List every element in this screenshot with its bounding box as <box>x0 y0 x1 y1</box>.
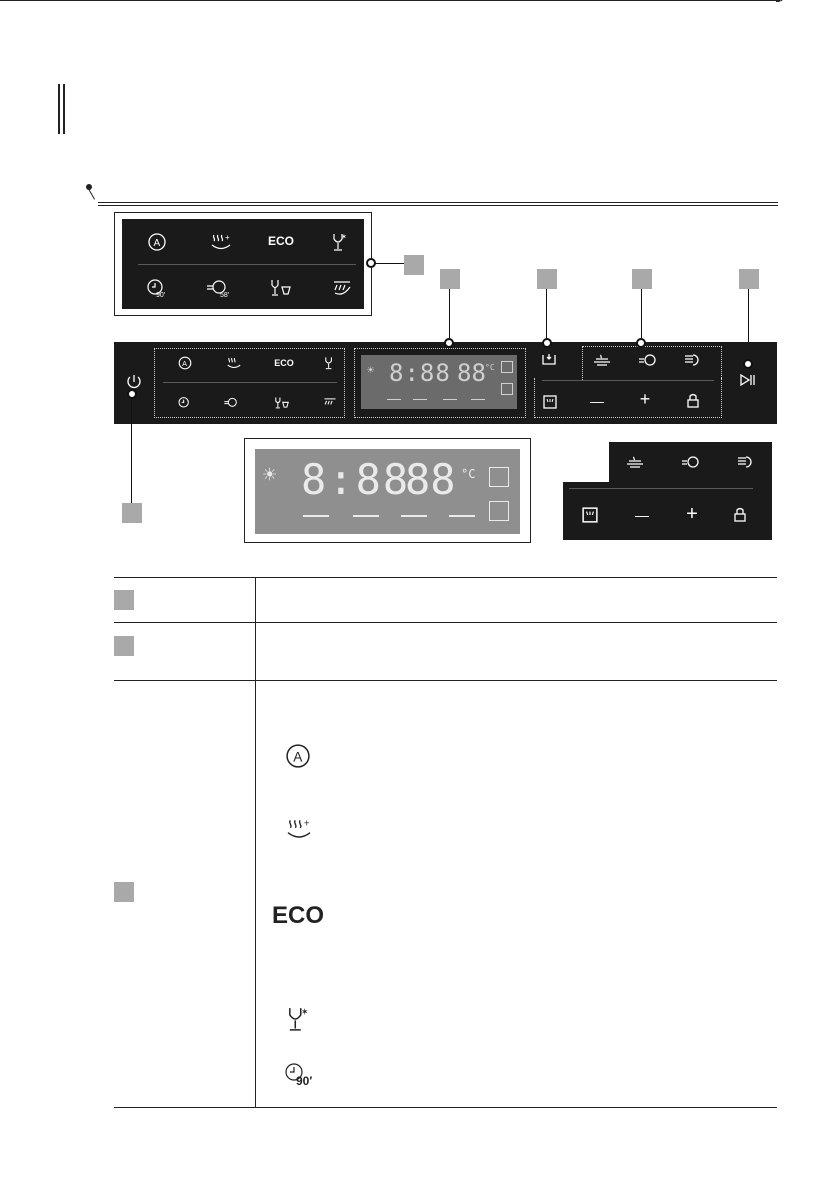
svg-text:+: + <box>225 233 230 242</box>
quick90-icon <box>144 275 170 301</box>
svg-text:+: + <box>303 818 310 830</box>
lcd-time-large: 8:88 <box>301 455 411 504</box>
steam-button[interactable] <box>223 353 245 373</box>
delay-icon <box>538 348 560 370</box>
hygiene-icon <box>733 452 757 472</box>
program-divider <box>163 382 337 383</box>
leader-2 <box>449 289 450 341</box>
display-zoom-lcd <box>255 449 520 534</box>
glass-icon <box>282 1002 314 1036</box>
callout-badge-5 <box>739 269 759 289</box>
row-badge-1 <box>114 590 134 610</box>
callout-dot-5 <box>743 359 753 369</box>
auto-button[interactable] <box>175 353 195 373</box>
minus-button[interactable]: — <box>590 393 604 409</box>
svg-text:A: A <box>182 358 187 368</box>
lcd-time: 8:88 <box>389 359 451 387</box>
table-column-divider <box>255 577 256 1107</box>
lcd-value-large: 88 <box>405 455 456 504</box>
sun-icon-large: ☀ <box>263 463 277 488</box>
row-badge-2 <box>114 636 134 656</box>
display-group <box>354 348 526 418</box>
top-rule <box>0 0 780 1</box>
lcd-segment <box>471 399 485 400</box>
auto-icon <box>282 740 314 772</box>
child-lock-button[interactable] <box>682 390 704 412</box>
rinse-indicator-large <box>489 501 509 521</box>
leader-4 <box>641 289 642 341</box>
lcd-segment-large <box>303 515 329 517</box>
child-lock-icon <box>729 504 751 526</box>
top-curl <box>776 0 787 2</box>
leader-6 <box>131 399 132 505</box>
program-zoom-panel <box>122 219 364 309</box>
leader-1 <box>372 263 404 264</box>
callout-dot-2 <box>444 338 454 348</box>
callout-dot-3 <box>542 338 552 348</box>
quick90-icon <box>282 1060 316 1092</box>
lcd-segment <box>443 399 457 400</box>
dish-icon <box>623 452 647 472</box>
rinse-icon <box>328 275 356 301</box>
options-zoom-bottom <box>563 482 772 540</box>
minus-icon: — <box>635 507 649 523</box>
svg-text:✶: ✶ <box>300 1006 309 1018</box>
delicate-button[interactable] <box>271 393 293 413</box>
leader-3 <box>546 289 547 341</box>
callout-badge-6 <box>122 503 142 523</box>
eco-button[interactable]: ECO <box>274 358 294 368</box>
quick90-button[interactable] <box>175 393 195 413</box>
lcd-value: 88 <box>457 359 486 387</box>
svg-text:A: A <box>293 749 303 765</box>
lcd-rinse-indicator <box>501 383 513 395</box>
rinse-button[interactable] <box>319 393 341 413</box>
glass-button[interactable] <box>321 353 339 373</box>
express58-button[interactable] <box>221 393 245 413</box>
quick90-label: 90′ <box>296 1074 313 1088</box>
svg-text:58′: 58′ <box>220 292 230 299</box>
callout-dot-4 <box>636 338 646 348</box>
glass-icon <box>328 229 352 255</box>
steam-icon <box>206 229 236 255</box>
start-pause-button[interactable] <box>736 368 760 392</box>
options-zoom-divider <box>569 488 753 489</box>
callout-dot-1 <box>366 258 376 268</box>
callout-badge-1 <box>404 255 424 275</box>
lcd-salt-indicator <box>501 361 513 373</box>
row-badge-3 <box>114 882 134 902</box>
eco-icon: ECO <box>272 902 325 929</box>
callout-dot-6 <box>127 389 137 399</box>
lcd-segment-large <box>449 515 475 517</box>
lcd-segment <box>413 399 427 400</box>
lcd-unit: °C <box>485 363 495 372</box>
callout-badge-3 <box>537 269 557 289</box>
svg-text:A: A <box>153 238 161 249</box>
dish-button[interactable] <box>590 350 614 370</box>
section-rule-2 <box>98 205 778 206</box>
chapter-bar <box>58 84 65 134</box>
salt-indicator-large <box>489 467 509 487</box>
program-zoom-frame <box>114 212 372 316</box>
table-bottom-rule <box>114 1107 777 1108</box>
express58-icon <box>204 275 236 301</box>
options-divider <box>542 380 714 381</box>
half-load-button[interactable] <box>540 392 560 412</box>
lcd-segment-large <box>401 515 427 517</box>
hygiene-button[interactable] <box>680 350 704 370</box>
eco-icon: ECO <box>267 234 294 248</box>
plus-icon: + <box>686 502 698 525</box>
auto-icon <box>144 229 170 255</box>
speed-button[interactable] <box>636 350 660 370</box>
section-rule <box>98 202 778 203</box>
lcd-display <box>361 355 517 409</box>
half-load-icon <box>579 504 601 526</box>
lcd-unit-large: °C <box>461 467 476 481</box>
control-panel <box>114 342 777 424</box>
svg-text:✶: ✶ <box>341 234 347 241</box>
lcd-segment <box>387 399 401 400</box>
options-zoom-top <box>609 442 772 482</box>
sun-icon: ☀ <box>367 363 375 377</box>
program-group <box>154 348 345 418</box>
plus-button[interactable]: + <box>639 388 651 409</box>
options-zoom-frame <box>557 438 777 546</box>
svg-text:90′: 90′ <box>156 292 166 299</box>
steam-icon <box>282 812 316 846</box>
callout-badge-2 <box>440 269 460 289</box>
delicate-icon <box>266 275 296 301</box>
lcd-segment-large <box>353 515 379 517</box>
speed-icon <box>679 452 703 472</box>
display-zoom-frame <box>244 438 531 543</box>
zoom-divider <box>138 264 356 265</box>
table-top-rule <box>114 577 777 578</box>
table-rule <box>114 680 777 681</box>
callout-badge-4 <box>632 269 652 289</box>
table-rule <box>114 622 777 623</box>
